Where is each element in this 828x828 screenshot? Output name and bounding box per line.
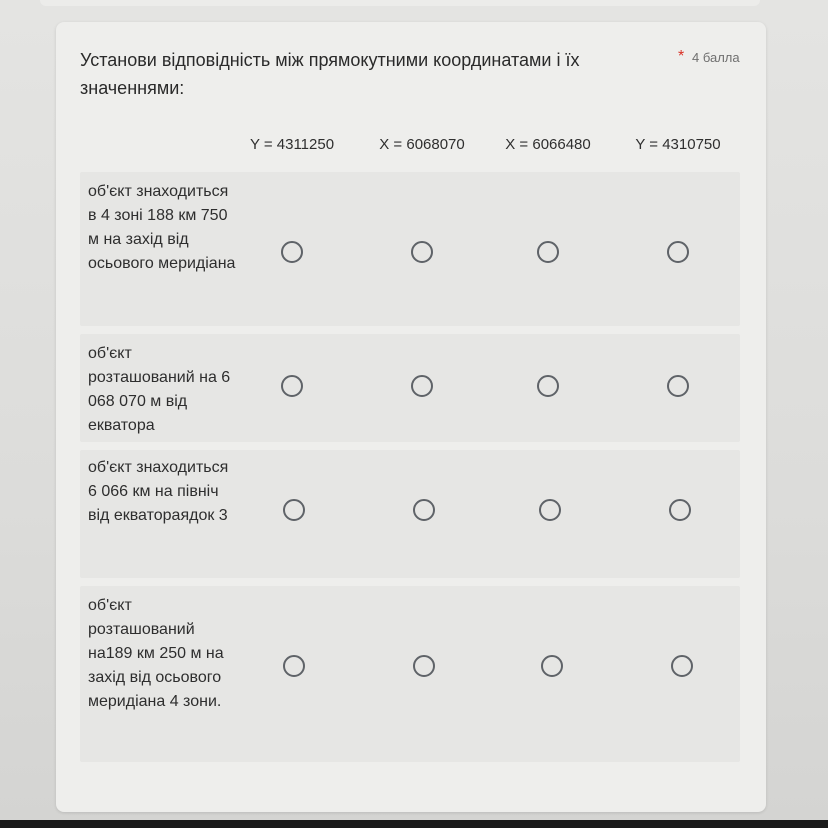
column-header-2: X = 6068070 [379,136,465,153]
required-asterisk: * [678,48,685,65]
row-label-1: об'єкт знаходиться в 4 зоні 188 км 750 м на захід від осьового меридіана [88,183,236,272]
radio-row3-col3[interactable] [539,499,561,521]
previous-card-edge [40,0,760,6]
points-label: 4 балла [692,50,740,65]
radio-row1-col2[interactable] [411,241,433,263]
row-label-3: об'єкт знаходиться 6 066 км на північ від екватораядок 3 [88,459,229,524]
row-label-4: об'єкт розташований на189 км 250 м на захід від осьового меридіана 4 зони. [88,597,224,710]
column-header-1: Y = 4311250 [249,136,335,153]
radio-row1-col3[interactable] [537,241,559,263]
radio-row3-col4[interactable] [669,499,691,521]
radio-row4-col1[interactable] [283,655,305,677]
radio-row4-col4[interactable] [671,655,693,677]
radio-row1-col1[interactable] [281,241,303,263]
radio-row4-col2[interactable] [413,655,435,677]
radio-row2-col2[interactable] [411,375,433,397]
row-label-2: об'єкт розташований на 6 068 070 м від екватора [88,345,231,434]
monitor-bezel [0,820,828,828]
column-header-4: Y = 4310750 [635,136,721,153]
radio-row2-col3[interactable] [537,375,559,397]
radio-row3-col1[interactable] [283,499,305,521]
radio-row3-col2[interactable] [413,499,435,521]
radio-row2-col1[interactable] [281,375,303,397]
radio-row4-col3[interactable] [541,655,563,677]
column-header-3: X = 6066480 [505,136,591,153]
radio-row2-col4[interactable] [667,375,689,397]
radio-row1-col4[interactable] [667,241,689,263]
question-title: Установи відповідність між прямокутними координатами і їх значеннями: [80,50,580,98]
